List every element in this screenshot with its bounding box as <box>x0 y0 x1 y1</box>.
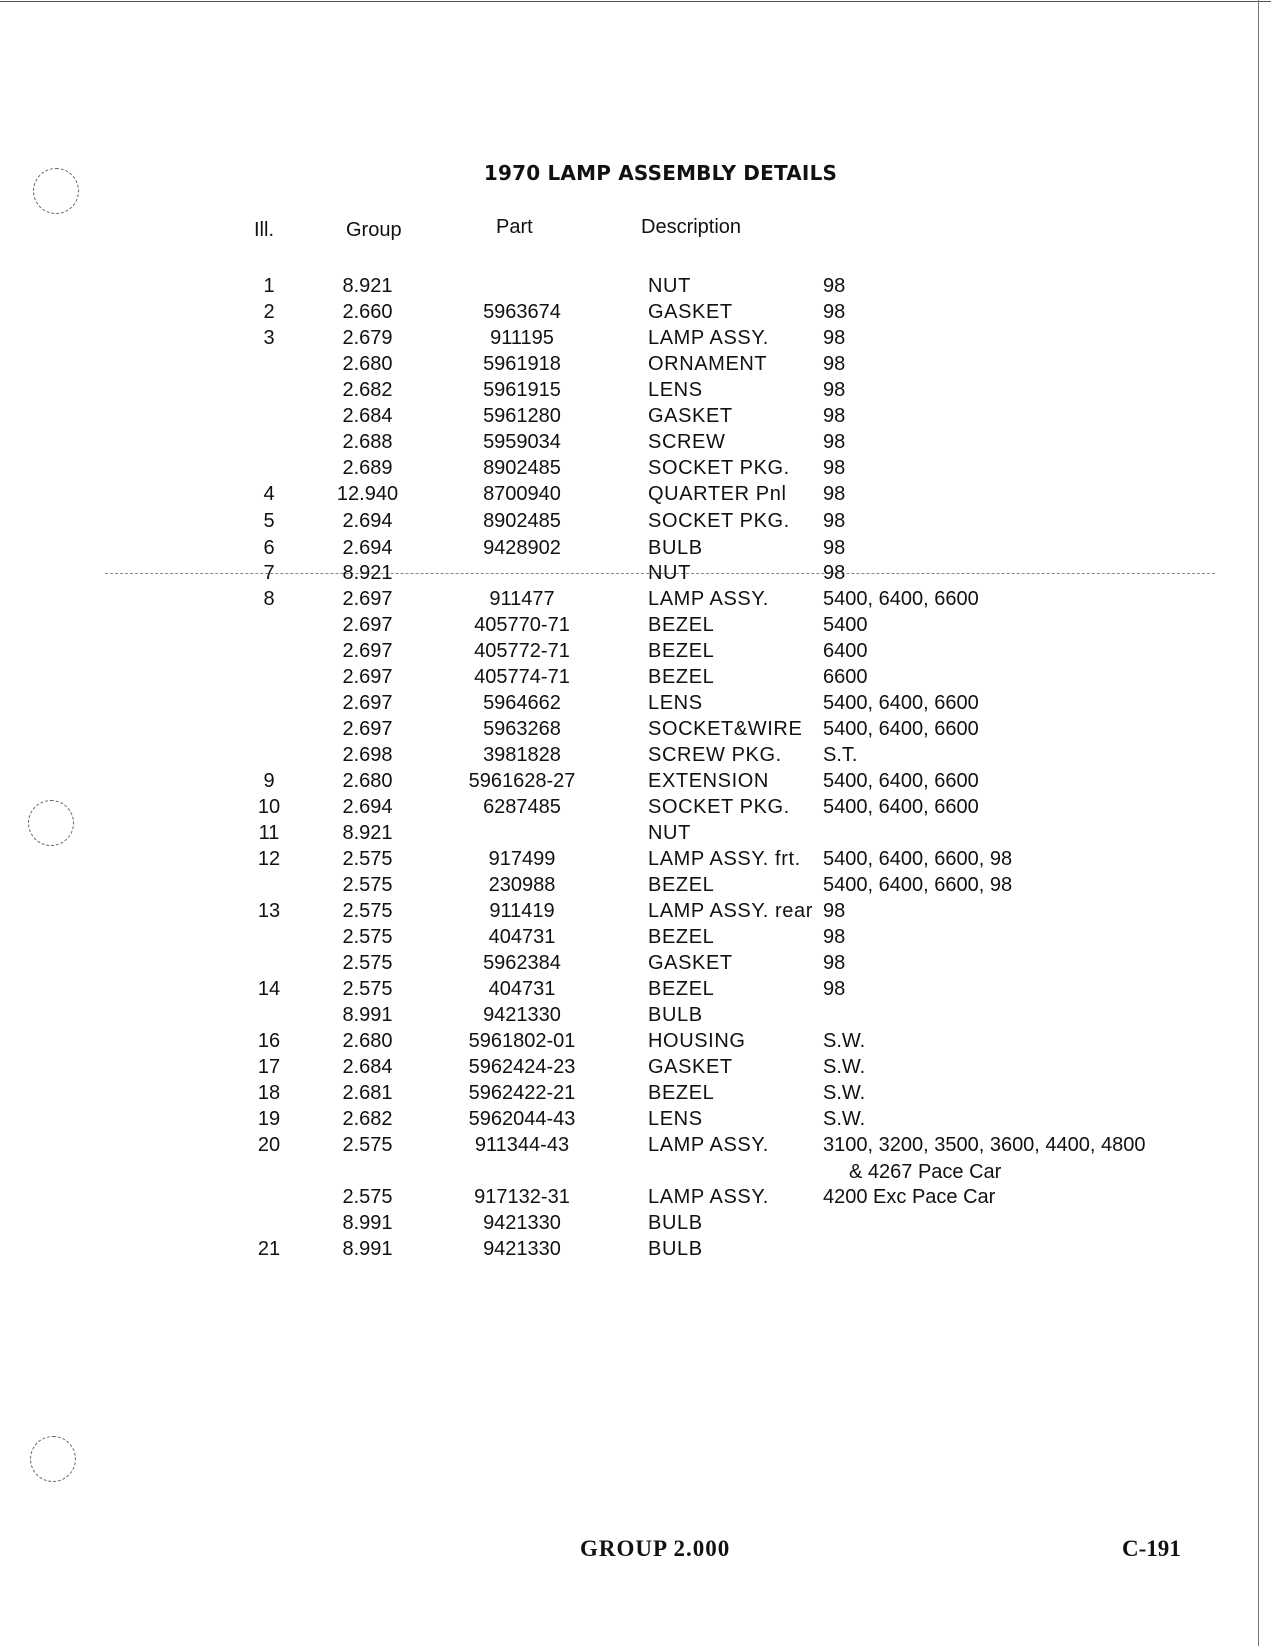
part-cell: 404731 <box>488 926 556 948</box>
table-row <box>0 898 1271 924</box>
note-cell: 98 <box>823 301 846 323</box>
table-row <box>0 1184 1271 1210</box>
note-cell: 5400, 6400, 6600, 98 <box>823 848 1013 870</box>
group-cell: 2.679 <box>342 327 393 349</box>
note-cell: 5400, 6400, 6600 <box>823 692 979 714</box>
note-cell: 6400 <box>823 640 868 662</box>
ill-cell: 21 <box>257 1238 281 1260</box>
table-row <box>0 846 1271 872</box>
description-cell: HOUSING <box>648 1030 746 1052</box>
group-cell: 2.684 <box>342 405 393 427</box>
ill-cell: 13 <box>257 900 281 922</box>
ill-cell: 20 <box>257 1134 281 1156</box>
table-row <box>0 612 1271 638</box>
header-group: Group <box>346 219 402 241</box>
table-row <box>0 664 1271 690</box>
group-cell: 2.575 <box>342 1186 393 1208</box>
part-cell: 405772-71 <box>474 640 570 662</box>
note-cell: S.W. <box>823 1108 866 1130</box>
ill-cell: 9 <box>263 770 275 792</box>
ill-cell: 17 <box>257 1056 281 1078</box>
note-cell: 98 <box>823 483 846 505</box>
description-cell: SCREW PKG. <box>648 744 782 766</box>
description-cell: LENS <box>648 379 703 401</box>
group-cell: 2.698 <box>342 744 393 766</box>
table-row <box>0 1236 1271 1262</box>
footer-group-label: GROUP 2.000 <box>580 1536 731 1561</box>
group-cell: 2.575 <box>342 848 393 870</box>
description-cell: GASKET <box>648 301 733 323</box>
note-cell: S.W. <box>823 1056 866 1078</box>
part-cell: 405774-71 <box>474 666 570 688</box>
description-cell: BULB <box>648 1004 703 1026</box>
part-cell: 5964662 <box>483 692 561 714</box>
description-cell: NUT <box>648 275 691 297</box>
part-cell: 5963268 <box>483 718 561 740</box>
ill-cell: 18 <box>257 1082 281 1104</box>
description-cell: NUT <box>648 562 691 584</box>
description-cell: LAMP ASSY. <box>648 327 769 349</box>
part-cell: 917499 <box>488 848 556 870</box>
note-continuation-cell: & 4267 Pace Car <box>849 1161 1002 1183</box>
binder-hole-icon <box>30 1436 76 1482</box>
part-cell: 230988 <box>488 874 556 896</box>
table-row <box>0 950 1271 976</box>
note-cell: 98 <box>823 978 846 1000</box>
part-cell: 917132-31 <box>474 1186 570 1208</box>
table-row <box>0 716 1271 742</box>
part-cell: 8902485 <box>483 457 561 479</box>
part-cell: 5962424-23 <box>468 1056 576 1078</box>
description-cell: BEZEL <box>648 614 715 636</box>
group-cell: 2.660 <box>342 301 393 323</box>
group-cell: 2.575 <box>342 926 393 948</box>
description-cell: SOCKET PKG. <box>648 796 790 818</box>
ill-cell: 5 <box>263 510 275 532</box>
table-row <box>0 1028 1271 1054</box>
group-cell: 2.697 <box>342 666 393 688</box>
table-row <box>0 820 1271 846</box>
table-row <box>0 638 1271 664</box>
ill-cell: 1 <box>263 275 275 297</box>
part-cell: 5961802-01 <box>468 1030 576 1052</box>
description-cell: BULB <box>648 537 703 559</box>
group-cell: 2.688 <box>342 431 393 453</box>
table-row <box>0 481 1271 507</box>
description-cell: GASKET <box>648 405 733 427</box>
group-cell: 2.697 <box>342 614 393 636</box>
ill-cell: 4 <box>263 483 275 505</box>
description-cell: SOCKET PKG. <box>648 457 790 479</box>
group-cell: 2.680 <box>342 353 393 375</box>
group-cell: 2.575 <box>342 900 393 922</box>
note-cell: 5400, 6400, 6600, 98 <box>823 874 1013 896</box>
note-cell: 5400, 6400, 6600 <box>823 588 979 610</box>
group-cell: 8.921 <box>342 562 393 584</box>
table-row <box>0 403 1271 429</box>
part-cell: 5962422-21 <box>468 1082 576 1104</box>
group-cell: 2.575 <box>342 874 393 896</box>
note-cell: 98 <box>823 537 846 559</box>
part-cell: 8700940 <box>483 483 561 505</box>
table-row <box>0 872 1271 898</box>
part-cell: 405770-71 <box>474 614 570 636</box>
part-cell: 3981828 <box>483 744 561 766</box>
group-cell: 2.697 <box>342 588 393 610</box>
group-cell: 2.684 <box>342 1056 393 1078</box>
description-cell: LAMP ASSY. <box>648 1134 769 1156</box>
description-cell: LAMP ASSY. <box>648 588 769 610</box>
note-cell: 98 <box>823 379 846 401</box>
note-cell: 98 <box>823 353 846 375</box>
note-cell: 6600 <box>823 666 868 688</box>
group-cell: 2.680 <box>342 770 393 792</box>
part-cell: 5963674 <box>483 301 561 323</box>
note-cell: 98 <box>823 926 846 948</box>
group-cell: 2.697 <box>342 640 393 662</box>
table-row <box>0 768 1271 794</box>
part-cell: 5959034 <box>483 431 561 453</box>
ill-cell: 14 <box>257 978 281 1000</box>
description-cell: BULB <box>648 1212 703 1234</box>
table-row <box>0 794 1271 820</box>
header-part: Part <box>496 216 533 238</box>
part-cell: 5961915 <box>483 379 561 401</box>
table-row <box>0 742 1271 768</box>
table-row <box>0 299 1271 325</box>
note-cell: 98 <box>823 405 846 427</box>
part-cell: 5961628-27 <box>468 770 576 792</box>
table-row <box>0 690 1271 716</box>
table-row <box>0 429 1271 455</box>
table-row <box>0 325 1271 351</box>
table-row <box>0 351 1271 377</box>
ill-cell: 16 <box>257 1030 281 1052</box>
description-cell: LAMP ASSY. <box>648 1186 769 1208</box>
note-cell: 98 <box>823 457 846 479</box>
note-cell: 98 <box>823 275 846 297</box>
group-cell: 8.991 <box>342 1238 393 1260</box>
part-cell: 404731 <box>488 978 556 1000</box>
note-cell: 98 <box>823 900 846 922</box>
ill-cell: 2 <box>263 301 275 323</box>
group-cell: 2.575 <box>342 978 393 1000</box>
table-row <box>0 1106 1271 1132</box>
note-cell: 4200 Exc Pace Car <box>823 1186 996 1208</box>
note-cell: 5400 <box>823 614 868 636</box>
ill-cell: 6 <box>263 537 275 559</box>
group-cell: 2.680 <box>342 1030 393 1052</box>
group-cell: 2.575 <box>342 952 393 974</box>
description-cell: LENS <box>648 692 703 714</box>
group-cell: 2.694 <box>342 510 393 532</box>
description-cell: GASKET <box>648 952 733 974</box>
note-cell: 5400, 6400, 6600 <box>823 770 979 792</box>
group-cell: 8.991 <box>342 1004 393 1026</box>
table-row <box>0 560 1271 586</box>
part-cell: 911344-43 <box>474 1134 570 1156</box>
page-title: 1970 LAMP ASSEMBLY DETAILS <box>483 161 838 185</box>
description-cell: BEZEL <box>648 640 715 662</box>
description-cell: ORNAMENT <box>648 353 768 375</box>
description-cell: BEZEL <box>648 1082 715 1104</box>
table-row <box>0 535 1271 561</box>
ill-cell: 10 <box>257 796 281 818</box>
part-cell: 9428902 <box>483 537 561 559</box>
description-cell: QUARTER Pnl <box>648 483 787 505</box>
description-cell: SCREW <box>648 431 726 453</box>
header-description: Description <box>641 216 742 238</box>
table-row <box>0 1080 1271 1106</box>
description-cell: BEZEL <box>648 874 715 896</box>
description-cell: LAMP ASSY. frt. <box>648 848 801 870</box>
ill-cell: 3 <box>263 327 275 349</box>
group-cell: 12.940 <box>336 483 399 505</box>
footer-page-number: C-191 <box>1122 1536 1181 1561</box>
table-row <box>0 1132 1271 1183</box>
group-cell: 2.575 <box>342 1134 393 1156</box>
note-cell: 98 <box>823 952 846 974</box>
description-cell: LENS <box>648 1108 703 1130</box>
group-cell: 2.694 <box>342 796 393 818</box>
group-cell: 2.682 <box>342 1108 393 1130</box>
description-cell: BEZEL <box>648 978 715 1000</box>
description-cell: EXTENSION <box>648 770 769 792</box>
table-row <box>0 1002 1271 1028</box>
note-cell: 5400, 6400, 6600 <box>823 796 979 818</box>
group-cell: 2.694 <box>342 537 393 559</box>
part-cell: 5962384 <box>483 952 561 974</box>
group-cell: 8.921 <box>342 275 393 297</box>
table-row <box>0 377 1271 403</box>
part-cell: 911195 <box>490 327 554 349</box>
part-cell: 5961280 <box>483 405 561 427</box>
table-row <box>0 586 1271 612</box>
note-cell: 98 <box>823 431 846 453</box>
table-row <box>0 976 1271 1002</box>
group-cell: 2.697 <box>342 718 393 740</box>
ill-cell: 12 <box>257 848 281 870</box>
description-cell: SOCKET&WIRE <box>648 718 803 740</box>
note-cell: 98 <box>823 510 846 532</box>
ill-cell: 19 <box>257 1108 281 1130</box>
table-row <box>0 508 1271 534</box>
group-cell: 8.921 <box>342 822 393 844</box>
note-cell: 3100, 3200, 3500, 3600, 4400, 4800 <box>823 1134 1146 1156</box>
part-cell: 8902485 <box>483 510 561 532</box>
description-cell: LAMP ASSY. rear <box>648 900 814 922</box>
description-cell: GASKET <box>648 1056 733 1078</box>
description-cell: SOCKET PKG. <box>648 510 790 532</box>
note-cell: 98 <box>823 327 846 349</box>
part-cell: 5962044-43 <box>468 1108 576 1130</box>
ill-cell: 7 <box>263 562 275 584</box>
part-cell: 9421330 <box>483 1212 561 1234</box>
group-cell: 2.682 <box>342 379 393 401</box>
group-cell: 2.689 <box>342 457 393 479</box>
table-row <box>0 1210 1271 1236</box>
table-row <box>0 924 1271 950</box>
note-cell: S.W. <box>823 1030 866 1052</box>
note-cell: S.T. <box>823 744 858 766</box>
part-cell: 6287485 <box>483 796 561 818</box>
part-cell: 5961918 <box>483 353 561 375</box>
table-row <box>0 1054 1271 1080</box>
group-cell: 8.991 <box>342 1212 393 1234</box>
part-cell: 911477 <box>489 588 555 610</box>
part-cell: 9421330 <box>483 1004 561 1026</box>
header-ill: Ill. <box>254 219 274 241</box>
description-cell: BEZEL <box>648 926 715 948</box>
ill-cell: 11 <box>258 822 280 844</box>
note-cell: 98 <box>823 562 846 584</box>
description-cell: NUT <box>648 822 691 844</box>
note-cell: S.W. <box>823 1082 866 1104</box>
group-cell: 2.697 <box>342 692 393 714</box>
group-cell: 2.681 <box>342 1082 393 1104</box>
table-row <box>0 273 1271 299</box>
top-edge-rule <box>0 1 1271 2</box>
note-cell: 5400, 6400, 6600 <box>823 718 979 740</box>
part-cell: 9421330 <box>483 1238 561 1260</box>
part-cell: 911419 <box>489 900 555 922</box>
description-cell: BULB <box>648 1238 703 1260</box>
table-row <box>0 455 1271 481</box>
ill-cell: 8 <box>263 588 275 610</box>
description-cell: BEZEL <box>648 666 715 688</box>
